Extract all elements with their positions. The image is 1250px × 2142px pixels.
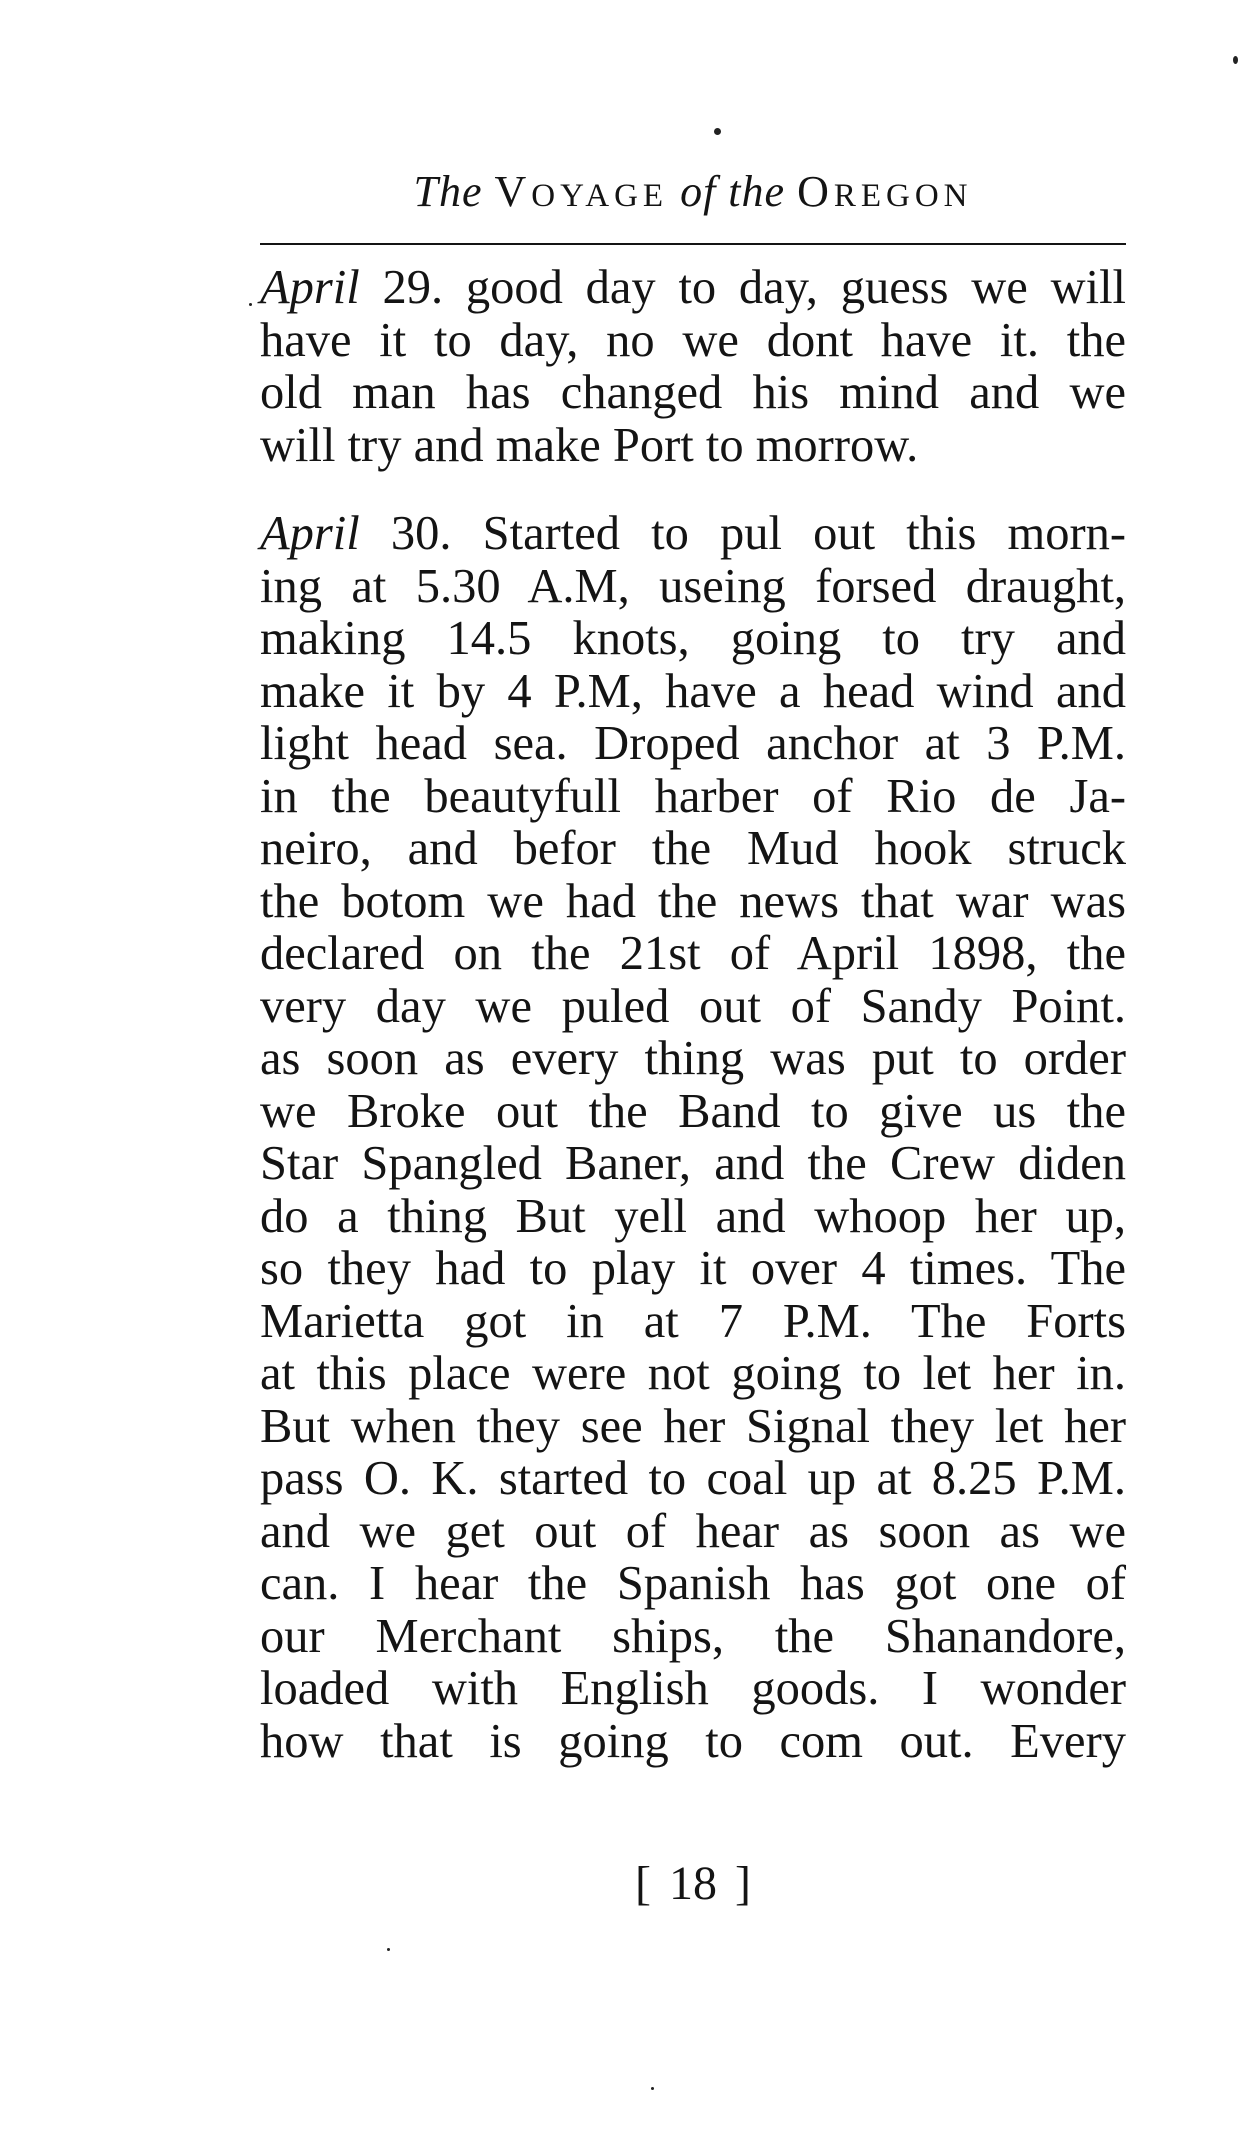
text-line: how that is going to com out. Every — [260, 1714, 1126, 1768]
text-line: But when they see her Signal they let her — [260, 1399, 1126, 1453]
text-line: we Broke out the Band to give us the — [260, 1084, 1126, 1138]
page-number: [ 18 ] — [635, 1857, 751, 1910]
text-line: the botom we had the news that war was — [260, 874, 1126, 928]
entry-date: April — [260, 507, 360, 560]
header-oregon: OREGON — [797, 167, 973, 216]
text-line: making 14.5 knots, going to try and — [260, 612, 1126, 665]
text-line: April 30. Started to pul out this morn- — [260, 507, 1127, 560]
entry-date: April — [260, 261, 360, 314]
text-line: declared on the 21st of April 1898, the — [260, 927, 1126, 980]
print-speck — [714, 128, 721, 135]
text-line: light head sea. Droped anchor at 3 P.M. — [260, 717, 1126, 770]
header-the: The — [413, 167, 483, 216]
header-of-the: of the — [680, 167, 786, 216]
text-line: Star Spangled Baner, and the Crew diden — [260, 1137, 1126, 1190]
text-line: Marietta got in at 7 P.M. The Forts — [260, 1294, 1126, 1348]
header-rule — [260, 243, 1126, 245]
text-line: can. I hear the Spanish has got one of — [260, 1557, 1126, 1610]
text-line: will try and make Port to morrow. — [260, 418, 919, 472]
text-line: make it by 4 P.M, have a head wind and — [260, 664, 1126, 718]
text-line: as soon as every thing was put to order — [260, 1032, 1126, 1085]
diary-entry-april-29 — [260, 262, 1126, 472]
text-line: very day we puled out of Sandy Point. — [260, 979, 1126, 1033]
running-header — [260, 164, 1126, 224]
text-line: pass O. K. started to coal up at 8.25 P.M. — [260, 1452, 1126, 1505]
text-line: our Merchant ships, the Shanandore, — [260, 1609, 1126, 1663]
print-speck — [1233, 56, 1238, 64]
text-line: and we get out of hear as soon as we — [260, 1504, 1126, 1558]
print-speck — [387, 1948, 390, 1951]
header-voyage: VOYAGE — [494, 167, 669, 216]
text-line: April 29. good day to day, guess we will — [260, 261, 1127, 314]
text-line: old man has changed his mind and we — [260, 366, 1126, 419]
text-line: do a thing But yell and whoop her up, — [260, 1189, 1126, 1243]
text-line: so they had to play it over 4 times. The — [260, 1242, 1126, 1295]
diary-entry-april-30 — [260, 508, 1126, 1768]
text-line: neiro, and befor the Mud hook struck — [260, 822, 1126, 875]
print-speck — [651, 2087, 654, 2090]
text-line: loaded with English goods. I wonder — [260, 1662, 1126, 1715]
text-line: at this place were not going to let her in. — [260, 1347, 1126, 1400]
print-speck — [249, 303, 252, 306]
text-line: ing at 5.30 A.M, useing forsed draught, — [260, 559, 1126, 613]
text-line: in the beautyfull harber of Rio de Ja- — [260, 769, 1126, 823]
text-line: have it to day, no we dont have it. the — [260, 313, 1126, 367]
